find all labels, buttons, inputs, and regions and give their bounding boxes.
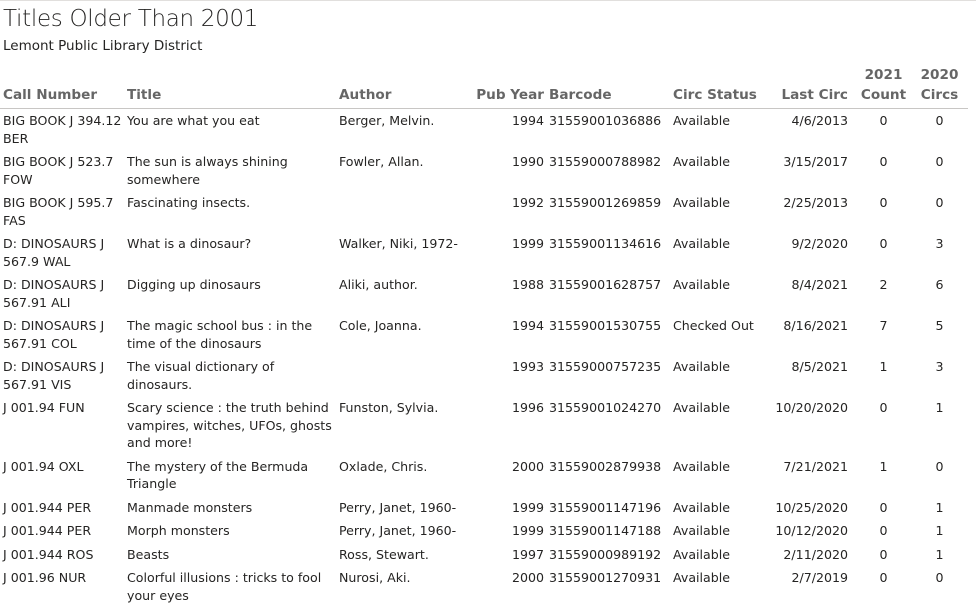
col-header-2021-count-line1: 2021 [864, 67, 903, 83]
cell-author: Perry, Janet, 1960- [339, 523, 457, 538]
cell-title: Colorful illusions : tricks to fool your eyes [127, 570, 322, 603]
table-row[interactable] [0, 543, 968, 567]
table-body [0, 109, 968, 608]
cell-2021-count: 0 [879, 236, 888, 251]
cell-title: Digging up dinosaurs [127, 277, 261, 292]
table-row[interactable] [0, 150, 968, 191]
cell-author: Walker, Niki, 1972- [339, 236, 458, 251]
cell-2020-circs: 6 [935, 277, 944, 292]
cell-barcode: 31559001036886 [549, 113, 662, 128]
cell-2020-circs: 0 [935, 195, 944, 210]
cell-pub-year: 2000 [511, 570, 544, 585]
cell-last-circ: 8/4/2021 [791, 277, 848, 292]
cell-title: The magic school bus : in the time of the dinosaurs [127, 318, 313, 351]
cell-barcode: 31559001270931 [549, 570, 662, 585]
cell-2020-circs: 3 [935, 359, 944, 374]
cell-2021-count: 1 [879, 359, 888, 374]
cell-barcode: 31559001269859 [549, 195, 662, 210]
cell-pub-year: 1990 [511, 154, 544, 169]
cell-call-number: J 001.944 PER [3, 499, 92, 515]
col-header-2020-circs[interactable] [910, 65, 968, 109]
cell-circ-status: Available [673, 277, 731, 292]
cell-circ-status: Available [673, 400, 731, 415]
cell-title: The sun is always shining somewhere [127, 154, 288, 187]
cell-last-circ: 7/21/2021 [783, 458, 848, 474]
cell-author: Berger, Melvin. [339, 113, 435, 128]
cell-last-circ: 2/7/2019 [791, 570, 848, 585]
cell-author: Oxlade, Chris. [339, 458, 428, 474]
col-header-title[interactable]: Title [124, 65, 336, 109]
cell-title: Fascinating insects. [127, 195, 251, 210]
table-row[interactable] [0, 273, 968, 314]
cell-2020-circs: 1 [935, 523, 944, 538]
cell-pub-year: 1994 [511, 318, 544, 333]
cell-pub-year: 1993 [511, 359, 544, 374]
cell-circ-status: Available [673, 195, 731, 210]
cell-circ-status: Available [673, 154, 731, 169]
cell-last-circ: 2/25/2013 [783, 195, 848, 210]
col-header-2021-count-line2: Count [860, 87, 907, 103]
cell-2020-circs: 0 [935, 570, 944, 585]
cell-author: Nurosi, Aki. [339, 570, 411, 585]
cell-2021-count: 2 [879, 277, 888, 292]
cell-call-number: J 001.94 OXL [3, 458, 84, 474]
cell-call-number: J 001.944 ROS [3, 546, 94, 562]
cell-pub-year: 1994 [511, 113, 544, 128]
cell-call-number: J 001.96 NUR [3, 570, 87, 585]
cell-last-circ: 8/5/2021 [791, 359, 848, 374]
cell-title: The visual dictionary of dinosaurs. [127, 359, 275, 392]
cell-circ-status: Available [673, 113, 731, 128]
col-header-circ-status[interactable]: Circ Status [670, 65, 766, 109]
table-row[interactable] [0, 566, 968, 607]
header-row [0, 65, 968, 109]
cell-circ-status: Available [673, 570, 731, 585]
table-row[interactable] [0, 191, 968, 232]
cell-2021-count: 0 [879, 499, 888, 515]
cell-2020-circs: 1 [935, 400, 944, 415]
cell-barcode: 31559000788982 [549, 154, 662, 169]
table-row[interactable] [0, 355, 968, 396]
cell-last-circ: 10/25/2020 [775, 499, 848, 515]
cell-author: Cole, Joanna. [339, 318, 422, 333]
table-row[interactable] [0, 496, 968, 520]
cell-2021-count: 7 [879, 318, 888, 333]
cell-title: What is a dinosaur? [127, 236, 252, 251]
cell-2021-count: 0 [879, 400, 888, 415]
col-header-last-circ[interactable]: Last Circ [766, 65, 856, 109]
cell-author: Fowler, Allan. [339, 154, 424, 169]
table-row[interactable] [0, 109, 968, 151]
cell-last-circ: 2/11/2020 [783, 546, 848, 562]
cell-pub-year: 1999 [511, 499, 544, 515]
cell-2020-circs: 1 [935, 546, 944, 562]
cell-2021-count: 0 [879, 546, 888, 562]
cell-circ-status: Available [673, 523, 731, 538]
cell-2021-count: 1 [879, 458, 888, 474]
col-header-call-number[interactable]: Call Number [0, 65, 124, 109]
cell-call-number: BIG BOOK J 523.7 FOW [3, 154, 114, 187]
cell-call-number: BIG BOOK J 595.7 FAS [3, 195, 114, 228]
cell-circ-status: Available [673, 499, 731, 515]
cell-call-number: J 001.944 PER [3, 523, 92, 538]
cell-2020-circs: 1 [935, 499, 944, 515]
cell-barcode: 31559001628757 [549, 277, 662, 292]
cell-pub-year: 2000 [511, 458, 544, 474]
cell-pub-year: 1988 [511, 277, 544, 292]
cell-barcode: 31559001134616 [549, 236, 662, 251]
cell-title: The mystery of the Bermuda Triangle [127, 458, 309, 491]
cell-title: Scary science : the truth behind vampires, witches, UFOs, ghosts and more! [127, 400, 332, 450]
cell-2021-count: 0 [879, 154, 888, 169]
cell-circ-status: Available [673, 359, 731, 374]
cell-circ-status: Available [673, 546, 731, 562]
cell-barcode: 31559000989192 [549, 546, 662, 562]
cell-circ-status: Available [673, 236, 731, 251]
col-header-barcode[interactable]: Barcode [546, 65, 670, 109]
col-header-author[interactable]: Author [336, 65, 473, 109]
cell-2020-circs: 3 [935, 236, 944, 251]
table-row[interactable] [0, 396, 968, 455]
cell-2021-count: 0 [879, 113, 888, 128]
cell-author: Funston, Sylvia. [339, 400, 439, 415]
cell-2021-count: 0 [879, 523, 888, 538]
cell-barcode: 31559000757235 [549, 359, 662, 374]
cell-2021-count: 0 [879, 570, 888, 585]
cell-last-circ: 4/6/2013 [791, 113, 848, 128]
col-header-2021-count[interactable] [856, 65, 910, 109]
cell-call-number: D: DINOSAURS J 567.91 COL [3, 318, 105, 351]
cell-2020-circs: 5 [935, 318, 944, 333]
cell-author: Aliki, author. [339, 277, 418, 292]
cell-last-circ: 10/12/2020 [775, 523, 848, 538]
report-title: Titles Older Than 2001 [3, 6, 259, 32]
report-subtitle: Lemont Public Library District [3, 38, 203, 54]
cell-last-circ: 3/15/2017 [783, 154, 848, 169]
cell-last-circ: 8/16/2021 [783, 318, 848, 333]
cell-barcode: 31559001530755 [549, 318, 662, 333]
cell-author: Perry, Janet, 1960- [339, 499, 457, 515]
col-header-pub-year[interactable]: Pub Year [473, 65, 546, 109]
cell-circ-status: Available [673, 458, 731, 474]
cell-2020-circs: 0 [935, 154, 944, 169]
cell-call-number: D: DINOSAURS J 567.91 VIS [3, 359, 105, 392]
cell-circ-status: Checked Out [673, 318, 754, 333]
table-row[interactable] [0, 519, 968, 543]
cell-barcode: 31559001147196 [549, 499, 662, 515]
titles-table [0, 65, 968, 607]
cell-pub-year: 1996 [511, 400, 544, 415]
cell-last-circ: 9/2/2020 [791, 236, 848, 251]
cell-title: Beasts [127, 546, 170, 562]
col-header-2020-circs-line2: Circs [920, 87, 959, 103]
cell-author [336, 191, 473, 232]
cell-pub-year: 1992 [511, 195, 544, 210]
cell-call-number: BIG BOOK J 394.12 BER [3, 113, 122, 146]
cell-title: Morph monsters [127, 523, 230, 538]
cell-barcode: 31559001024270 [549, 400, 662, 415]
cell-barcode: 31559002879938 [549, 458, 662, 474]
cell-call-number: D: DINOSAURS J 567.9 WAL [3, 236, 105, 269]
cell-call-number: J 001.94 FUN [3, 400, 85, 415]
cell-title: You are what you eat [127, 113, 260, 128]
cell-last-circ: 10/20/2020 [775, 400, 848, 415]
cell-title: Manmade monsters [127, 499, 253, 515]
table-row[interactable] [0, 314, 968, 355]
cell-pub-year: 1997 [511, 546, 544, 562]
table-row[interactable] [0, 455, 968, 496]
cell-2021-count: 0 [879, 195, 888, 210]
cell-author: Ross, Stewart. [339, 546, 429, 562]
cell-2020-circs: 0 [935, 458, 944, 474]
top-divider [0, 0, 976, 1]
cell-pub-year: 1999 [511, 523, 544, 538]
cell-pub-year: 1999 [511, 236, 544, 251]
table-row[interactable] [0, 232, 968, 273]
cell-barcode: 31559001147188 [549, 523, 662, 538]
col-header-2020-circs-line1: 2020 [920, 67, 959, 83]
cell-2020-circs: 0 [935, 113, 944, 128]
cell-author [336, 355, 473, 396]
cell-call-number: D: DINOSAURS J 567.91 ALI [3, 277, 105, 310]
